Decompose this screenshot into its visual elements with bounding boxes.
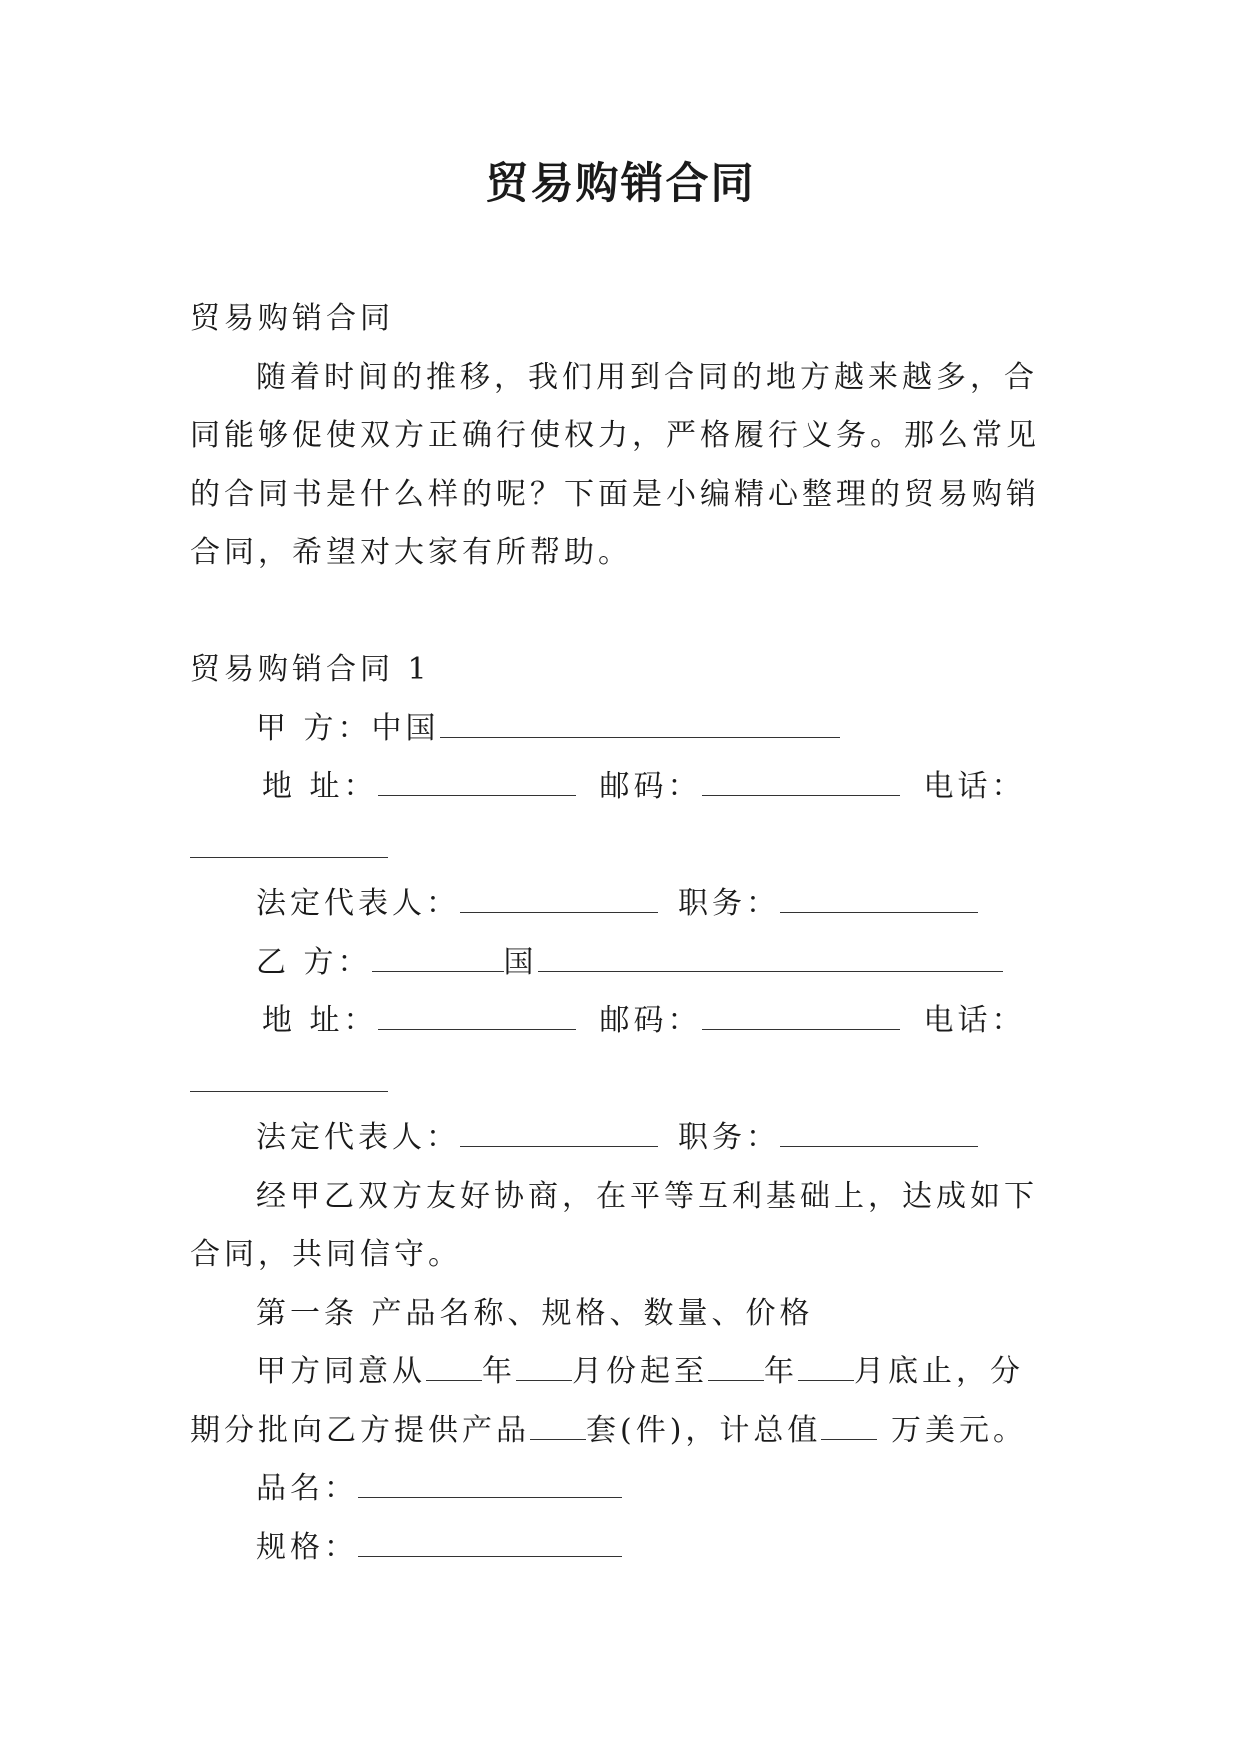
start-month-blank [516,1356,572,1381]
intro-paragraph [190,349,1060,583]
year-label-1: 年 [482,1354,516,1389]
product-name-line [190,1460,1060,1519]
party-a-position-blank [780,888,978,913]
spacer [190,583,1060,642]
article-1-currency-text: 万美元。 [877,1412,1027,1448]
month-label-2: 月底止，分 [854,1354,1024,1389]
article-1-line-2 [190,1402,1060,1461]
article-1-unit-text: 套(件)，计总值 [586,1412,822,1448]
spec-label: 规格： [256,1529,358,1565]
year-label-2: 年 [764,1354,798,1389]
party-b-phone-label: 电话： [923,1003,1026,1038]
party-a-address-blank [378,771,576,796]
article-1-supply-text: 期分批向乙方提供产品 [190,1412,530,1448]
agreement-paragraph [190,1168,1060,1285]
product-name-blank [358,1473,622,1498]
party-b-country-suffix: 国 [503,944,538,980]
party-a-line [190,700,1060,759]
party-a-phone-blank [190,833,388,858]
spec-line [190,1519,1060,1578]
party-b-position-blank [780,1122,978,1147]
document-body [190,290,1060,1577]
document-title: 贸易购销合同 [485,159,756,209]
party-a-position-label: 职务： [678,886,780,921]
start-year-blank [426,1356,482,1381]
party-a-rep-line [190,875,1060,934]
article-1-from-text: 甲方同意从 [256,1354,426,1389]
party-a-rep-blank [460,888,658,913]
party-a-phone-label: 电话： [923,769,1026,804]
total-value-blank [821,1415,877,1440]
party-a-label: 甲 方：中国 [256,710,440,746]
agreement-text: 经甲乙双方友好协商，在平等互利基础上，达成如下合同，共同信守。 [190,1178,1038,1272]
quantity-blank [530,1415,586,1440]
party-b-address-label: 地 址： [262,1003,378,1038]
party-a-postcode-blank [702,771,900,796]
party-b-rep-line [190,1109,1060,1168]
party-b-rep-blank [460,1122,658,1147]
party-b-rep-label: 法定代表人： [256,1120,460,1155]
contract-1-heading: 贸易购销合同 1 [190,652,431,687]
party-b-line [190,934,1060,993]
party-a-postcode-label: 邮码： [599,769,702,804]
party-b-name-blank [538,947,1003,972]
party-a-contact-line [190,758,1060,817]
party-b-phone-blank [190,1067,388,1092]
party-a-address-label: 地 址： [262,769,378,804]
end-month-blank [798,1356,854,1381]
party-a-phone-row [190,817,1060,876]
party-a-rep-label: 法定代表人： [256,886,460,921]
month-label-1: 月份起至 [572,1354,708,1389]
party-b-position-label: 职务： [678,1120,780,1155]
article-1-heading: 第一条 产品名称、规格、数量、价格 [256,1295,814,1331]
section-heading: 贸易购销合同 [190,301,394,336]
party-b-address-blank [378,1005,576,1030]
party-a-name-blank [440,713,840,738]
intro-text: 随着时间的推移，我们用到合同的地方越来越多，合同能够促使双方正确行使权力，严格履行义务。那么常见的合同书是什么样的呢？下面是小编精心整理的贸易购销合同，希望对大家有所帮助。 [190,359,1040,570]
article-1-line-1 [190,1343,1060,1402]
party-b-label: 乙 方： [256,944,372,980]
party-b-postcode-label: 邮码： [599,1003,702,1038]
product-name-label: 品名： [256,1471,358,1506]
party-b-postcode-blank [702,1005,900,1030]
party-b-phone-row [190,1051,1060,1110]
party-b-prefix-blank [372,947,504,972]
party-b-contact-line [190,992,1060,1051]
spec-blank [358,1532,622,1557]
end-year-blank [708,1356,764,1381]
